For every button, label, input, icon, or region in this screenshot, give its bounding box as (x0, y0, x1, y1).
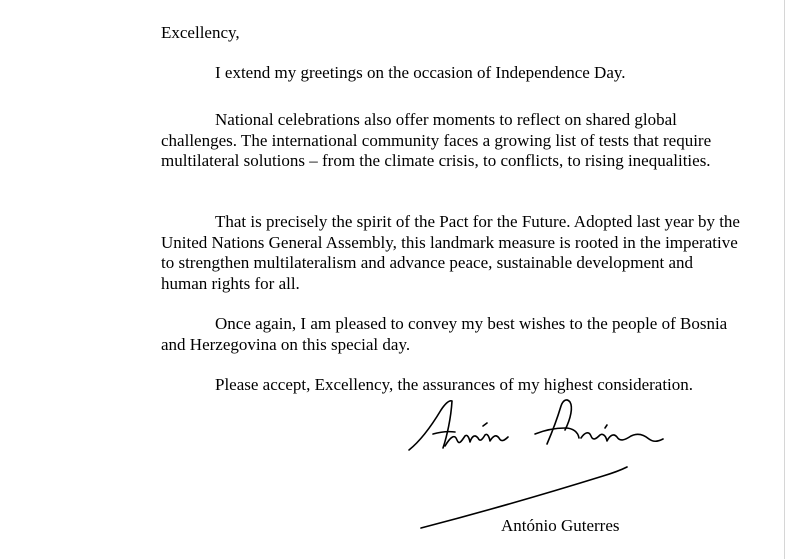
paragraph-closing: Please accept, Excellency, the assurances of my highest consideration. (215, 375, 694, 394)
paragraph-pact-for-the-future: That is precisely the spirit of the Pact for the Future. Adopted last year by the United Nations General Assembly, this landmark measure is rooted in the imperative to strengthen multilateralism and advance peace, sustainable development and human rights for all. (161, 212, 740, 293)
salutation: Excellency, (161, 23, 240, 42)
page-edge-divider (784, 0, 785, 559)
paragraph-global-challenges: National celebrations also offer moments to reflect on shared global challenges. The international community faces a growing list of tests that require multilateral solutions – from the climate crisis, to conflicts, to rising inequalities. (161, 110, 712, 171)
paragraph-best-wishes: Once again, I am pleased to convey my best wishes to the people of Bosnia and Herzegovina on this special day. (161, 314, 728, 354)
signatory-name: António Guterres (501, 516, 620, 535)
paragraph-greetings: I extend my greetings on the occasion of Independence Day. (215, 63, 626, 82)
